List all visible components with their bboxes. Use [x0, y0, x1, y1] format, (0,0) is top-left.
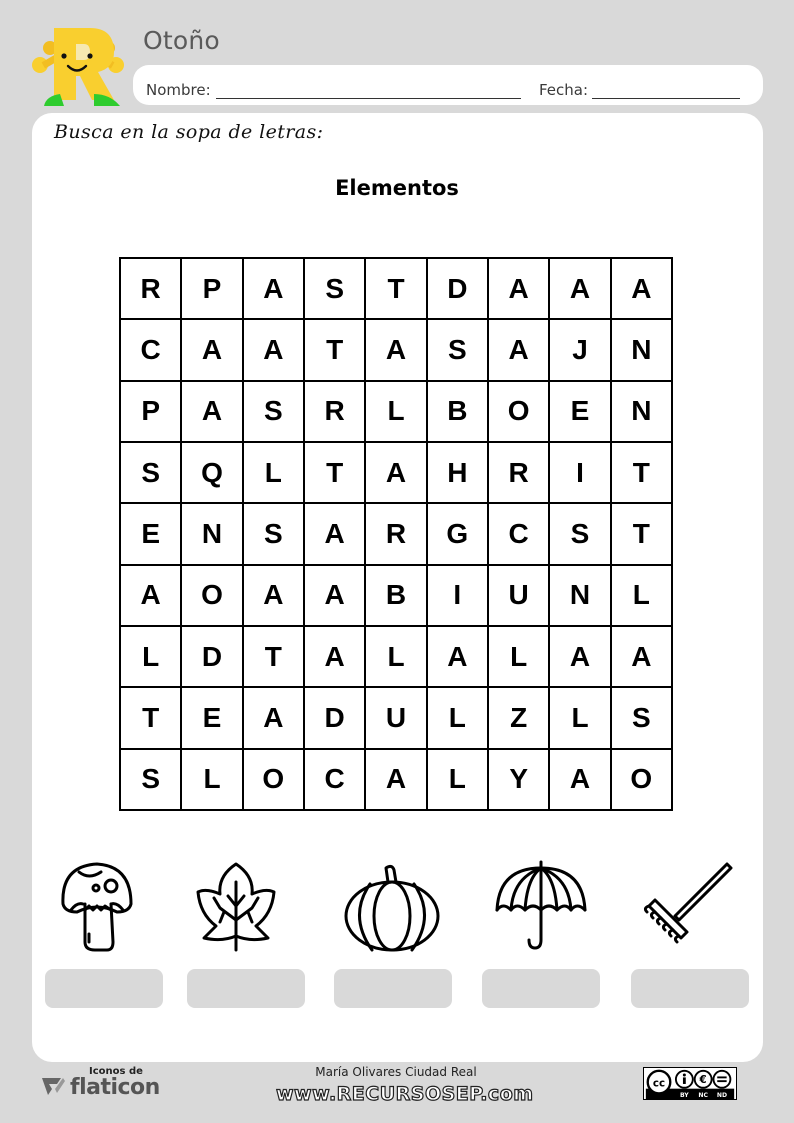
grid-cell[interactable]: S [244, 504, 303, 563]
grid-cell[interactable]: D [428, 259, 487, 318]
letter-r-mascot-icon [28, 20, 128, 106]
grid-cell[interactable]: A [489, 320, 548, 379]
grid-cell[interactable]: G [428, 504, 487, 563]
grid-cell[interactable]: U [366, 688, 425, 747]
grid-cell[interactable]: T [612, 504, 671, 563]
grid-cell[interactable]: L [489, 627, 548, 686]
grid-cell[interactable]: R [366, 504, 425, 563]
grid-cell[interactable]: S [612, 688, 671, 747]
pumpkin-icon [340, 858, 450, 958]
svg-text:cc: cc [652, 1077, 666, 1090]
grid-cell[interactable]: L [182, 750, 241, 809]
grid-cell[interactable]: Z [489, 688, 548, 747]
grid-cell[interactable]: P [182, 259, 241, 318]
name-date-bar [133, 65, 763, 105]
grid-cell[interactable]: I [550, 443, 609, 502]
grid-cell[interactable]: A [244, 688, 303, 747]
rake-icon [635, 858, 745, 958]
svg-text:BY: BY [679, 1092, 689, 1100]
grid-cell[interactable]: A [550, 259, 609, 318]
grid-cell[interactable]: T [612, 443, 671, 502]
word-search-grid [119, 257, 673, 811]
section-heading: Elementos [335, 176, 459, 200]
grid-cell[interactable]: A [305, 504, 364, 563]
instruction-text: Busca en la sopa de letras: [54, 121, 324, 143]
grid-cell[interactable]: S [428, 320, 487, 379]
grid-cell[interactable]: L [366, 627, 425, 686]
svg-text:ND: ND [716, 1092, 728, 1100]
grid-cell[interactable]: L [550, 688, 609, 747]
grid-cell[interactable]: A [366, 443, 425, 502]
grid-cell[interactable]: N [182, 504, 241, 563]
flaticon-icon [41, 1077, 65, 1099]
grid-cell[interactable]: L [244, 443, 303, 502]
grid-cell[interactable]: A [612, 259, 671, 318]
date-label: Fecha: [539, 81, 589, 99]
svg-text:€: € [699, 1074, 707, 1087]
grid-cell[interactable]: O [612, 750, 671, 809]
answer-box-2[interactable] [187, 969, 305, 1008]
grid-cell[interactable]: N [550, 566, 609, 625]
grid-cell[interactable]: D [305, 688, 364, 747]
grid-cell[interactable]: A [489, 259, 548, 318]
grid-cell[interactable]: E [121, 504, 180, 563]
grid-cell[interactable]: T [121, 688, 180, 747]
grid-cell[interactable]: D [182, 627, 241, 686]
grid-cell[interactable]: O [182, 566, 241, 625]
grid-cell[interactable]: A [244, 566, 303, 625]
grid-cell[interactable]: A [182, 382, 241, 441]
grid-cell[interactable]: A [244, 320, 303, 379]
answer-box-3[interactable] [334, 969, 452, 1008]
grid-cell[interactable]: S [305, 259, 364, 318]
mushroom-icon [49, 858, 159, 958]
grid-cell[interactable]: Y [489, 750, 548, 809]
leaf-icon [184, 858, 294, 958]
grid-cell[interactable]: L [428, 750, 487, 809]
grid-cell[interactable]: A [305, 627, 364, 686]
grid-cell[interactable]: S [244, 382, 303, 441]
name-label: Nombre: [146, 81, 211, 99]
answer-box-5[interactable] [631, 969, 749, 1008]
grid-cell[interactable]: I [428, 566, 487, 625]
grid-cell[interactable]: A [305, 566, 364, 625]
icons-credit-label: Iconos de [89, 1066, 143, 1077]
grid-cell[interactable]: L [428, 688, 487, 747]
svg-text:NC: NC [698, 1092, 708, 1100]
flaticon-brand: flaticon [70, 1075, 160, 1100]
grid-cell[interactable]: T [305, 443, 364, 502]
grid-cell[interactable]: T [244, 627, 303, 686]
grid-cell[interactable]: C [305, 750, 364, 809]
grid-cell[interactable]: S [121, 443, 180, 502]
picture-clues [0, 858, 794, 968]
grid-cell[interactable]: S [550, 504, 609, 563]
worksheet-title: Otoño [143, 26, 220, 55]
answer-box-4[interactable] [482, 969, 600, 1008]
grid-cell[interactable]: L [121, 627, 180, 686]
grid-cell[interactable]: S [121, 750, 180, 809]
grid-cell[interactable]: A [550, 627, 609, 686]
answer-box-1[interactable] [45, 969, 163, 1008]
grid-cell[interactable]: O [244, 750, 303, 809]
grid-cell[interactable]: B [428, 382, 487, 441]
grid-cell[interactable]: A [428, 627, 487, 686]
grid-cell[interactable]: R [305, 382, 364, 441]
grid-cell[interactable]: R [121, 259, 180, 318]
grid-cell[interactable]: A [121, 566, 180, 625]
grid-cell[interactable]: U [489, 566, 548, 625]
grid-cell[interactable]: A [612, 627, 671, 686]
grid-cell[interactable]: L [612, 566, 671, 625]
grid-cell[interactable]: T [305, 320, 364, 379]
grid-cell[interactable]: C [121, 320, 180, 379]
grid-cell[interactable]: A [550, 750, 609, 809]
date-field[interactable] [592, 98, 740, 99]
grid-cell[interactable]: A [366, 320, 425, 379]
grid-cell[interactable]: T [366, 259, 425, 318]
grid-cell[interactable]: R [489, 443, 548, 502]
grid-cell[interactable]: J [550, 320, 609, 379]
grid-cell[interactable]: E [550, 382, 609, 441]
grid-cell[interactable]: N [612, 382, 671, 441]
grid-cell[interactable]: A [366, 750, 425, 809]
author-name: María Olivares Ciudad Real [315, 1065, 477, 1079]
name-field[interactable] [216, 98, 521, 99]
grid-cell[interactable]: L [366, 382, 425, 441]
site-link[interactable]: www.RECURSOSEP.com [276, 1083, 534, 1105]
grid-cell[interactable]: A [182, 320, 241, 379]
grid-cell[interactable]: H [428, 443, 487, 502]
grid-cell[interactable]: C [489, 504, 548, 563]
grid-cell[interactable]: N [612, 320, 671, 379]
grid-cell[interactable]: A [244, 259, 303, 318]
grid-cell[interactable]: O [489, 382, 548, 441]
grid-cell[interactable]: B [366, 566, 425, 625]
umbrella-icon [487, 858, 597, 958]
grid-cell[interactable]: E [182, 688, 241, 747]
grid-cell[interactable]: P [121, 382, 180, 441]
creative-commons-icon [643, 1067, 737, 1100]
grid-cell[interactable]: Q [182, 443, 241, 502]
